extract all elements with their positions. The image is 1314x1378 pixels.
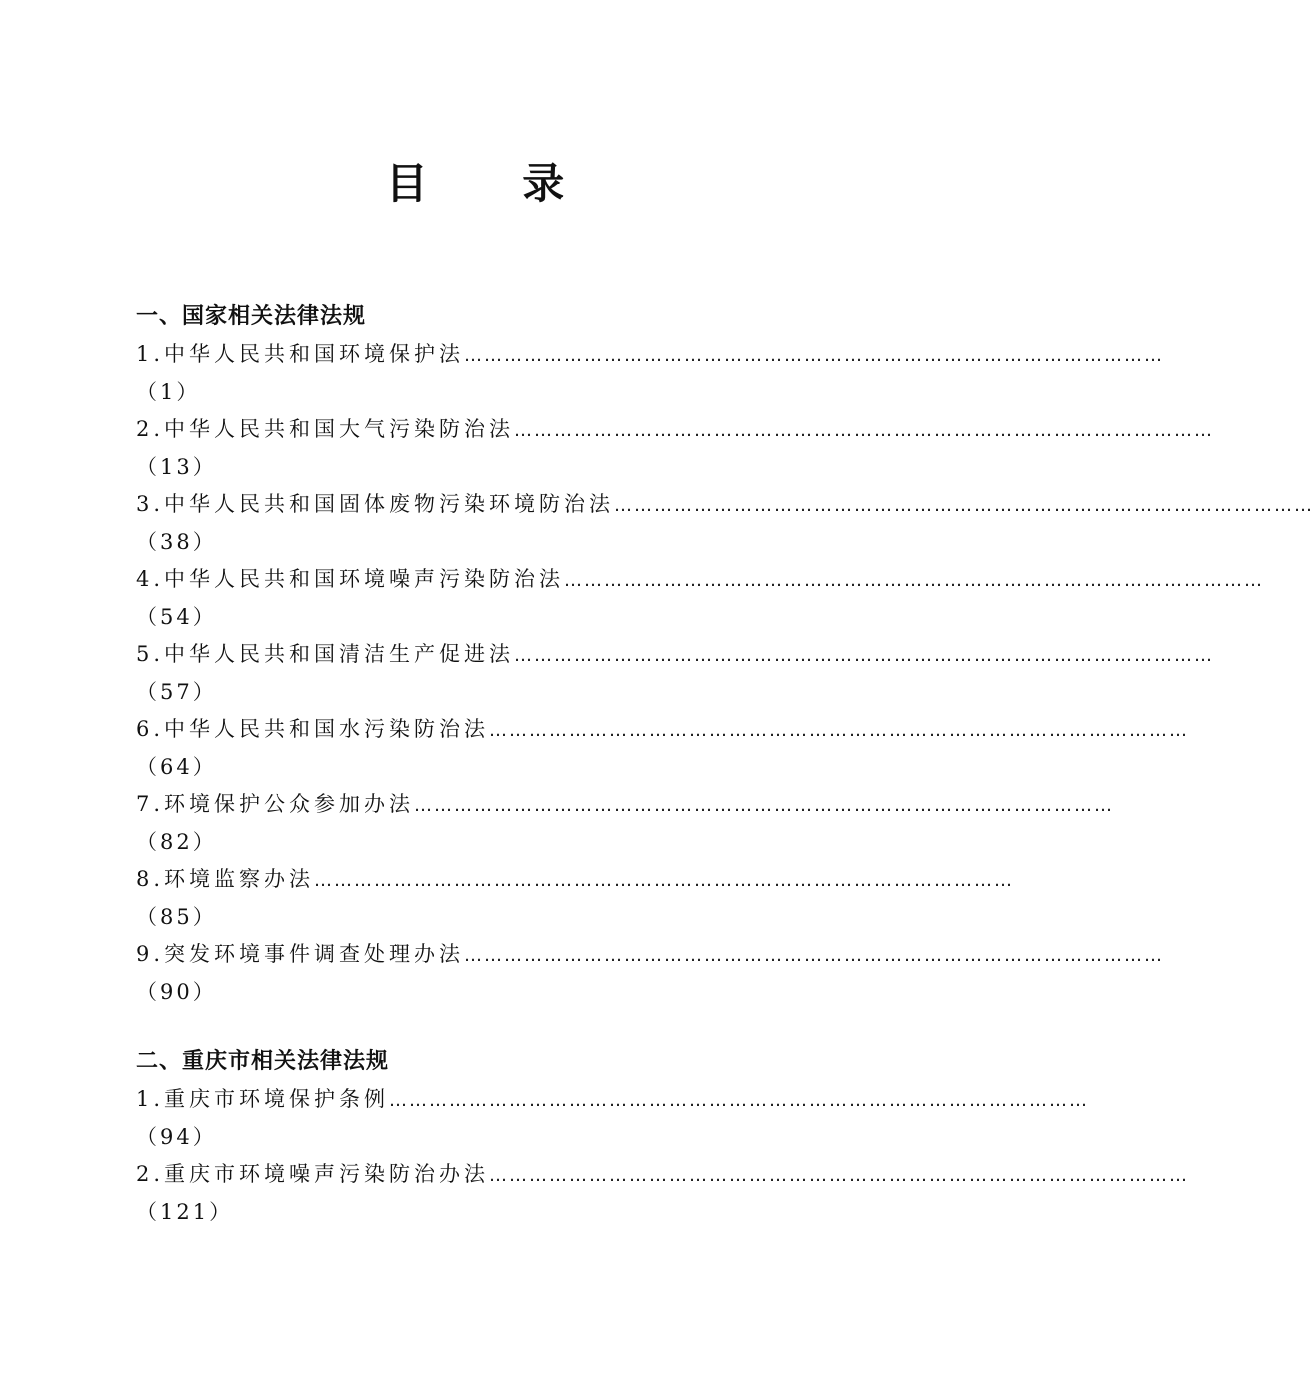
entry-title: 8.环境监察办法 [136,867,315,891]
entry-page-number: （82） [136,830,217,854]
entry-page-number: （54） [136,605,217,629]
entry-page-number: （121） [136,1200,234,1224]
dot-leader: …………………………………………………………………………………………… [314,870,1015,891]
entry-page-number: （57） [136,680,217,704]
table-of-contents [136,300,1314,1229]
entry-title: 1.重庆市环境保护条例 [136,1087,390,1111]
toc-entry[interactable] [136,934,1165,1009]
toc-entry[interactable] [136,709,1190,784]
dot-leader: …………………………………………………………………………………………… [389,1090,1090,1111]
entry-title: 3.中华人民共和国固体废物污染环境防治法 [136,492,615,516]
dot-leader: …………………………………………………………………………………………… [414,795,1115,816]
entry-title: 5.中华人民共和国清洁生产促进法 [136,642,515,666]
entry-page-number: （94） [136,1125,217,1149]
dot-leader: …………………………………………………………………………………………… [614,495,1314,516]
toc-entry[interactable] [136,1154,1190,1229]
entry-page-number: （38） [136,530,217,554]
entry-title: 6.中华人民共和国水污染防治法 [136,717,490,741]
dot-leader: …………………………………………………………………………………………… [489,1165,1190,1186]
dot-leader: …………………………………………………………………………………………… [489,720,1190,741]
toc-entry[interactable] [136,1079,1090,1154]
toc-entry[interactable] [136,784,1115,859]
section-heading: 二、重庆市相关法律法规 [136,1049,390,1074]
toc-entry[interactable] [136,334,1165,409]
dot-leader: …………………………………………………………………………………………… [564,570,1265,591]
toc-section-national [136,300,1314,1009]
dot-leader: …………………………………………………………………………………………… [464,345,1165,366]
toc-entry[interactable] [136,634,1215,709]
toc-section-chongqing [136,1045,1190,1229]
entry-title: 1.中华人民共和国环境保护法 [136,342,465,366]
toc-entry[interactable] [136,559,1265,634]
entry-title: 2.中华人民共和国大气污染防治法 [136,417,515,441]
entry-page-number: （64） [136,755,217,779]
toc-entry[interactable] [136,859,1015,934]
entry-title: 4.中华人民共和国环境噪声污染防治法 [136,567,565,591]
entry-page-number: （85） [136,905,217,929]
entry-title: 7.环境保护公众参加办法 [136,792,415,816]
entry-page-number: （13） [136,455,217,479]
entry-page-number: （90） [136,980,217,1004]
entry-title: 2.重庆市环境噪声污染防治办法 [136,1162,490,1186]
toc-entry[interactable] [136,409,1215,484]
dot-leader: …………………………………………………………………………………………… [514,645,1215,666]
dot-leader: …………………………………………………………………………………………… [464,945,1165,966]
section-heading: 一、国家相关法律法规 [136,304,367,329]
dot-leader: …………………………………………………………………………………………… [514,420,1215,441]
page-title: 目 录 [385,159,605,208]
entry-page-number: （1） [136,380,201,404]
toc-entry[interactable] [136,484,1314,559]
entry-title: 9.突发环境事件调查处理办法 [136,942,465,966]
